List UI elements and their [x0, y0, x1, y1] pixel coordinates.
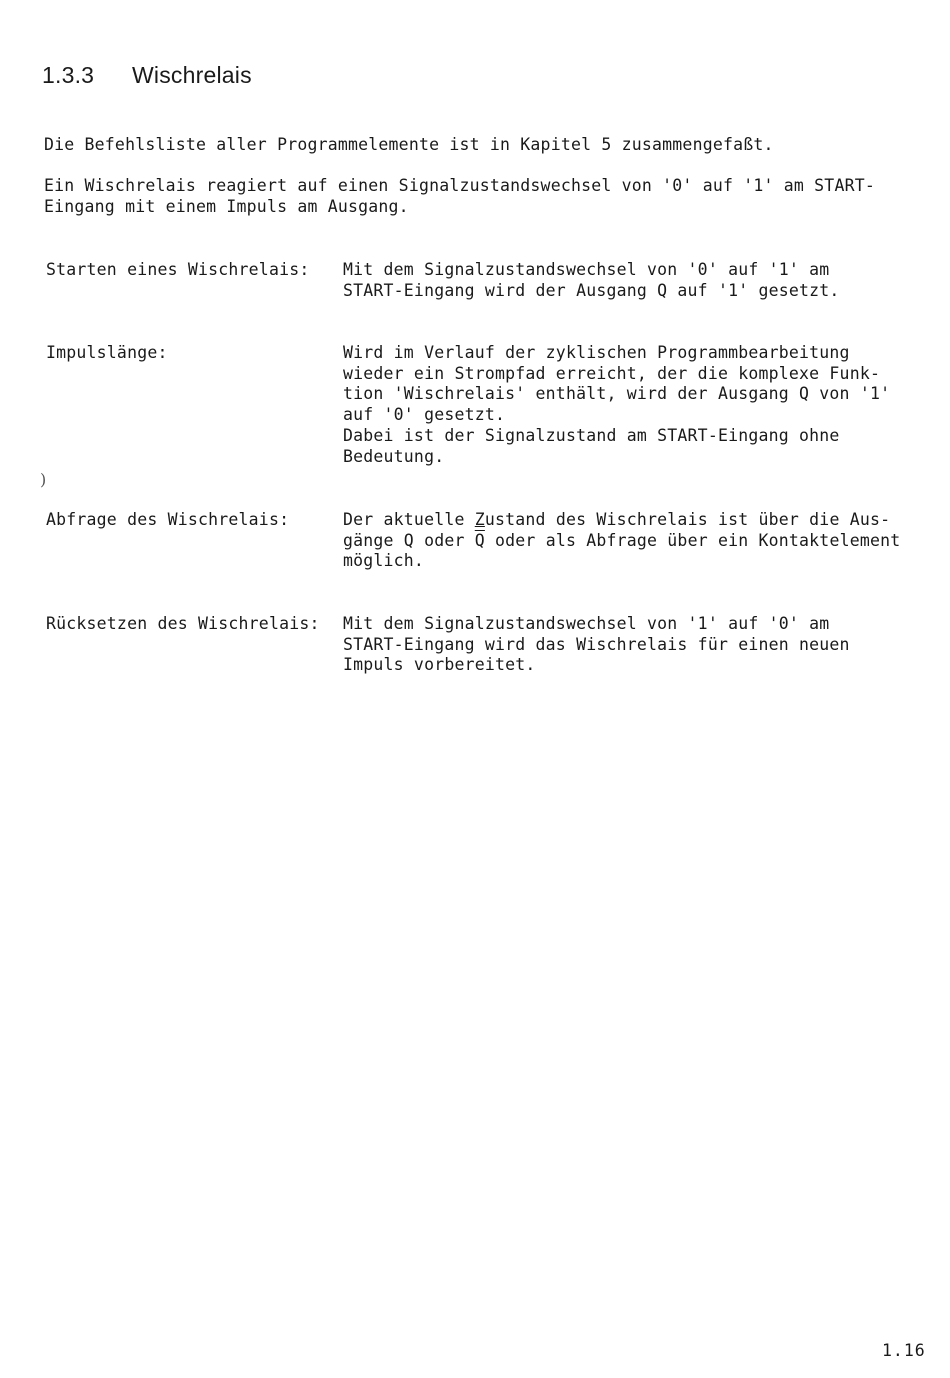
- definition-text: Der aktuelle: [343, 510, 475, 529]
- definition-line: Dabei ist der Signalzustand am START-Eingang ohne: [343, 425, 840, 445]
- term-impulslaenge: Impulslänge:: [46, 343, 168, 362]
- definition-line: Bedeutung.: [343, 446, 445, 466]
- definition-text: ustand des Wischrelais ist über die Aus-: [484, 510, 891, 529]
- q-bar-output: $\overline{Q}$: [474, 530, 485, 550]
- definition-line: Wird im Verlauf der zyklischen Programmbearbeitung: [343, 343, 850, 362]
- definition-line: tion 'Wischrelais' enthält, wird der Ausgang Q von '1': [343, 384, 891, 404]
- section-title: Wischrelais: [132, 62, 252, 88]
- definition-line: Impuls vorbereitet.: [343, 655, 536, 675]
- definition-text: oder als Abfrage über ein Kontaktelement: [484, 530, 901, 550]
- intro-paragraph-2: [44, 176, 875, 217]
- intro-paragraph-1: [44, 135, 774, 156]
- term-ruecksetzen: Rücksetzen des Wischrelais:: [46, 614, 320, 633]
- definition-impulslaenge: [343, 343, 890, 467]
- page-number: 1.16: [882, 1341, 926, 1360]
- definition-line: Mit dem Signalzustandswechsel von '1' auf '0' am: [343, 614, 830, 633]
- term-starten: Starten eines Wischrelais:: [46, 260, 310, 279]
- definition-text: gänge Q oder: [343, 530, 475, 550]
- definition-starten: [343, 260, 840, 301]
- intro-line: Ein Wischrelais reagiert auf einen Signalzustandswechsel von '0' auf '1' am START-: [44, 176, 875, 195]
- definition-line: START-Eingang wird das Wischrelais für einen neuen: [343, 634, 850, 654]
- section-number: 1.3.3: [42, 62, 95, 88]
- term-abfrage: Abfrage des Wischrelais:: [46, 510, 290, 529]
- definition-ruecksetzen: [343, 614, 850, 676]
- definition-text: möglich.: [343, 551, 425, 571]
- underlined-letter: Z: [474, 510, 485, 529]
- intro-line: Die Befehlsliste aller Programmelemente ist in Kapitel 5 zusammengefaßt.: [44, 135, 774, 154]
- definition-line: auf '0' gesetzt.: [343, 405, 506, 425]
- intro-line: Eingang mit einem Impuls am Ausgang.: [44, 196, 409, 216]
- margin-mark: ): [40, 470, 47, 489]
- definition-line: wieder ein Strompfad erreicht, der die komplexe Funk-: [343, 363, 881, 383]
- definition-abfrage: [343, 510, 900, 572]
- definition-line: Mit dem Signalzustandswechsel von '0' auf '1' am: [343, 260, 830, 279]
- section-heading: [42, 62, 252, 89]
- definition-line: START-Eingang wird der Ausgang Q auf '1' gesetzt.: [343, 280, 840, 300]
